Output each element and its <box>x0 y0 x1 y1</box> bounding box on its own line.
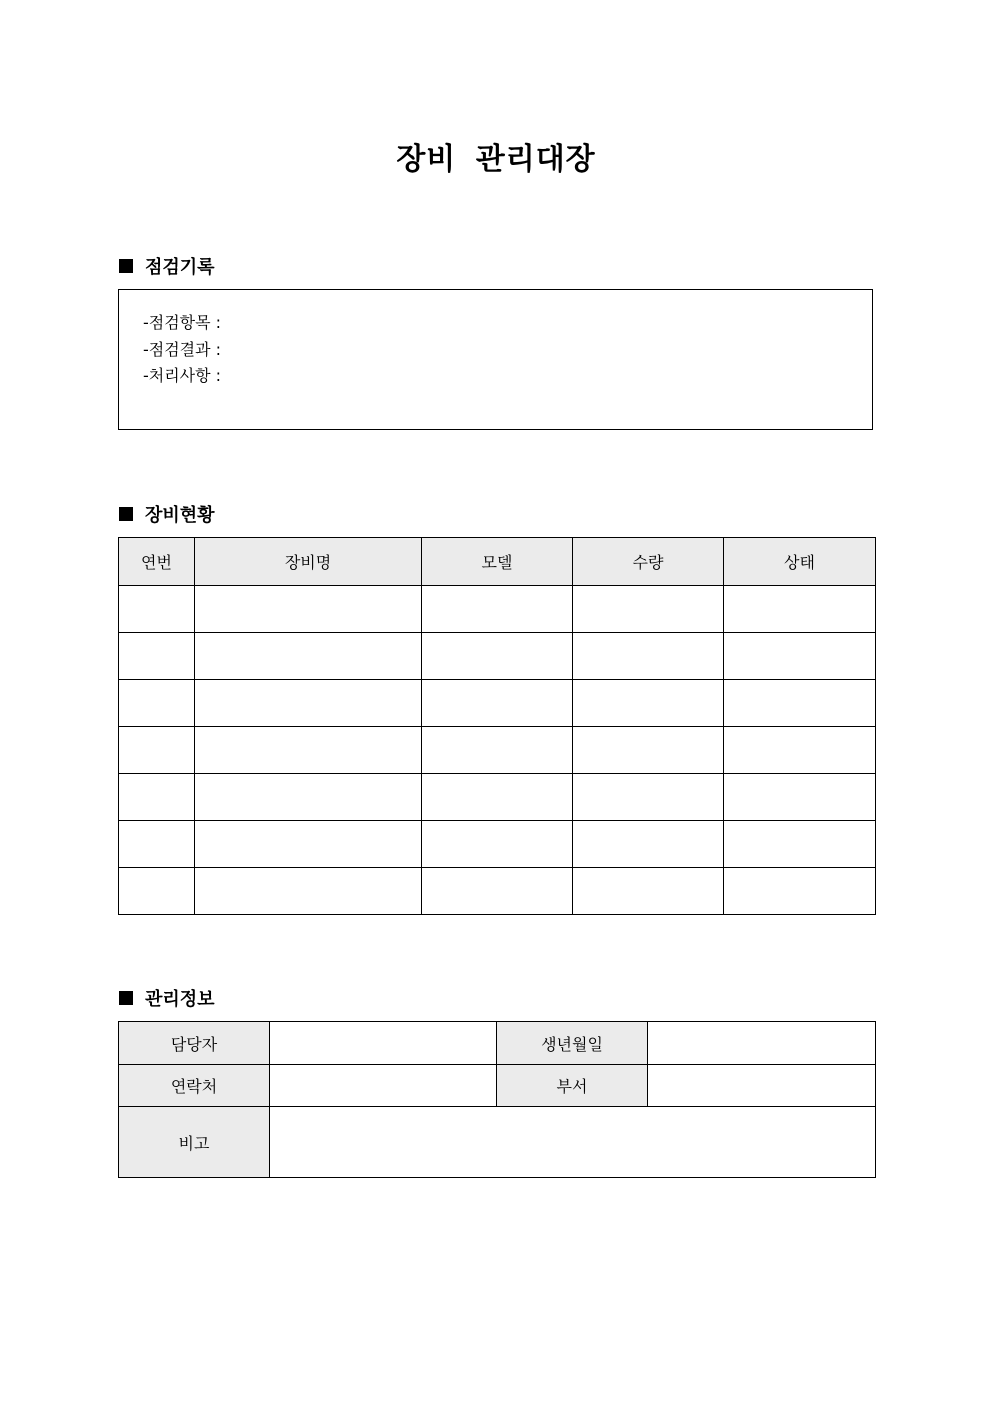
col-header-number: 연번 <box>119 538 195 586</box>
quantity-cell[interactable] <box>573 680 724 727</box>
contact-field[interactable] <box>270 1065 497 1107</box>
status-cell[interactable] <box>724 727 876 774</box>
table-row <box>119 774 876 821</box>
inspection-action-line: -처리사항 : <box>143 366 222 385</box>
management-table <box>118 1021 876 1178</box>
equipment-name-cell[interactable] <box>195 821 422 868</box>
model-cell[interactable] <box>422 586 573 633</box>
equipment-heading-text: 장비현황 <box>145 505 215 526</box>
status-cell[interactable] <box>724 821 876 868</box>
model-cell[interactable] <box>422 868 573 915</box>
status-cell[interactable] <box>724 680 876 727</box>
col-header-model: 모델 <box>422 538 573 586</box>
inspection-heading-text: 점검기록 <box>145 257 215 278</box>
page-title: 장비 관리대장 <box>396 142 596 177</box>
equipment-table <box>118 537 876 915</box>
col-header-quantity: 수량 <box>573 538 724 586</box>
number-cell[interactable] <box>119 868 195 915</box>
table-row <box>119 633 876 680</box>
table-row <box>119 680 876 727</box>
table-row <box>119 727 876 774</box>
model-cell[interactable] <box>422 633 573 680</box>
number-cell[interactable] <box>119 821 195 868</box>
management-heading <box>119 985 215 1011</box>
number-cell[interactable] <box>119 633 195 680</box>
col-header-status: 상태 <box>724 538 876 586</box>
remarks-field[interactable] <box>270 1107 876 1178</box>
table-header-row <box>119 538 876 586</box>
model-cell[interactable] <box>422 821 573 868</box>
remarks-label: 비고 <box>119 1107 270 1178</box>
equipment-name-cell[interactable] <box>195 727 422 774</box>
number-cell[interactable] <box>119 680 195 727</box>
number-cell[interactable] <box>119 727 195 774</box>
status-cell[interactable] <box>724 633 876 680</box>
number-cell[interactable] <box>119 774 195 821</box>
contact-label: 연락처 <box>119 1065 270 1107</box>
equipment-name-cell[interactable] <box>195 633 422 680</box>
status-cell[interactable] <box>724 774 876 821</box>
model-cell[interactable] <box>422 774 573 821</box>
inspection-box[interactable] <box>118 289 873 430</box>
quantity-cell[interactable] <box>573 586 724 633</box>
model-cell[interactable] <box>422 727 573 774</box>
manager-field[interactable] <box>270 1022 497 1065</box>
equipment-name-cell[interactable] <box>195 868 422 915</box>
inspection-item-line: -점검항목 : <box>143 313 222 332</box>
equipment-name-cell[interactable] <box>195 680 422 727</box>
table-row <box>119 868 876 915</box>
quantity-cell[interactable] <box>573 868 724 915</box>
birthdate-label: 생년월일 <box>497 1022 648 1065</box>
square-bullet-icon <box>119 507 133 521</box>
inspection-result-line: -점검결과 : <box>143 339 222 359</box>
quantity-cell[interactable] <box>573 774 724 821</box>
equipment-name-cell[interactable] <box>195 774 422 821</box>
square-bullet-icon <box>119 991 133 1005</box>
number-cell[interactable] <box>119 586 195 633</box>
department-field[interactable] <box>648 1065 876 1107</box>
birthdate-field[interactable] <box>648 1022 876 1065</box>
inspection-heading <box>119 253 215 279</box>
quantity-cell[interactable] <box>573 633 724 680</box>
status-cell[interactable] <box>724 586 876 633</box>
equipment-heading <box>119 501 215 527</box>
management-heading-text: 관리정보 <box>145 989 215 1010</box>
model-cell[interactable] <box>422 680 573 727</box>
quantity-cell[interactable] <box>573 727 724 774</box>
equipment-name-cell[interactable] <box>195 586 422 633</box>
department-label: 부서 <box>497 1065 648 1107</box>
manager-label: 담당자 <box>119 1022 270 1065</box>
table-row <box>119 586 876 633</box>
status-cell[interactable] <box>724 868 876 915</box>
col-header-equipment-name: 장비명 <box>195 538 422 586</box>
square-bullet-icon <box>119 259 133 273</box>
quantity-cell[interactable] <box>573 821 724 868</box>
table-row <box>119 821 876 868</box>
